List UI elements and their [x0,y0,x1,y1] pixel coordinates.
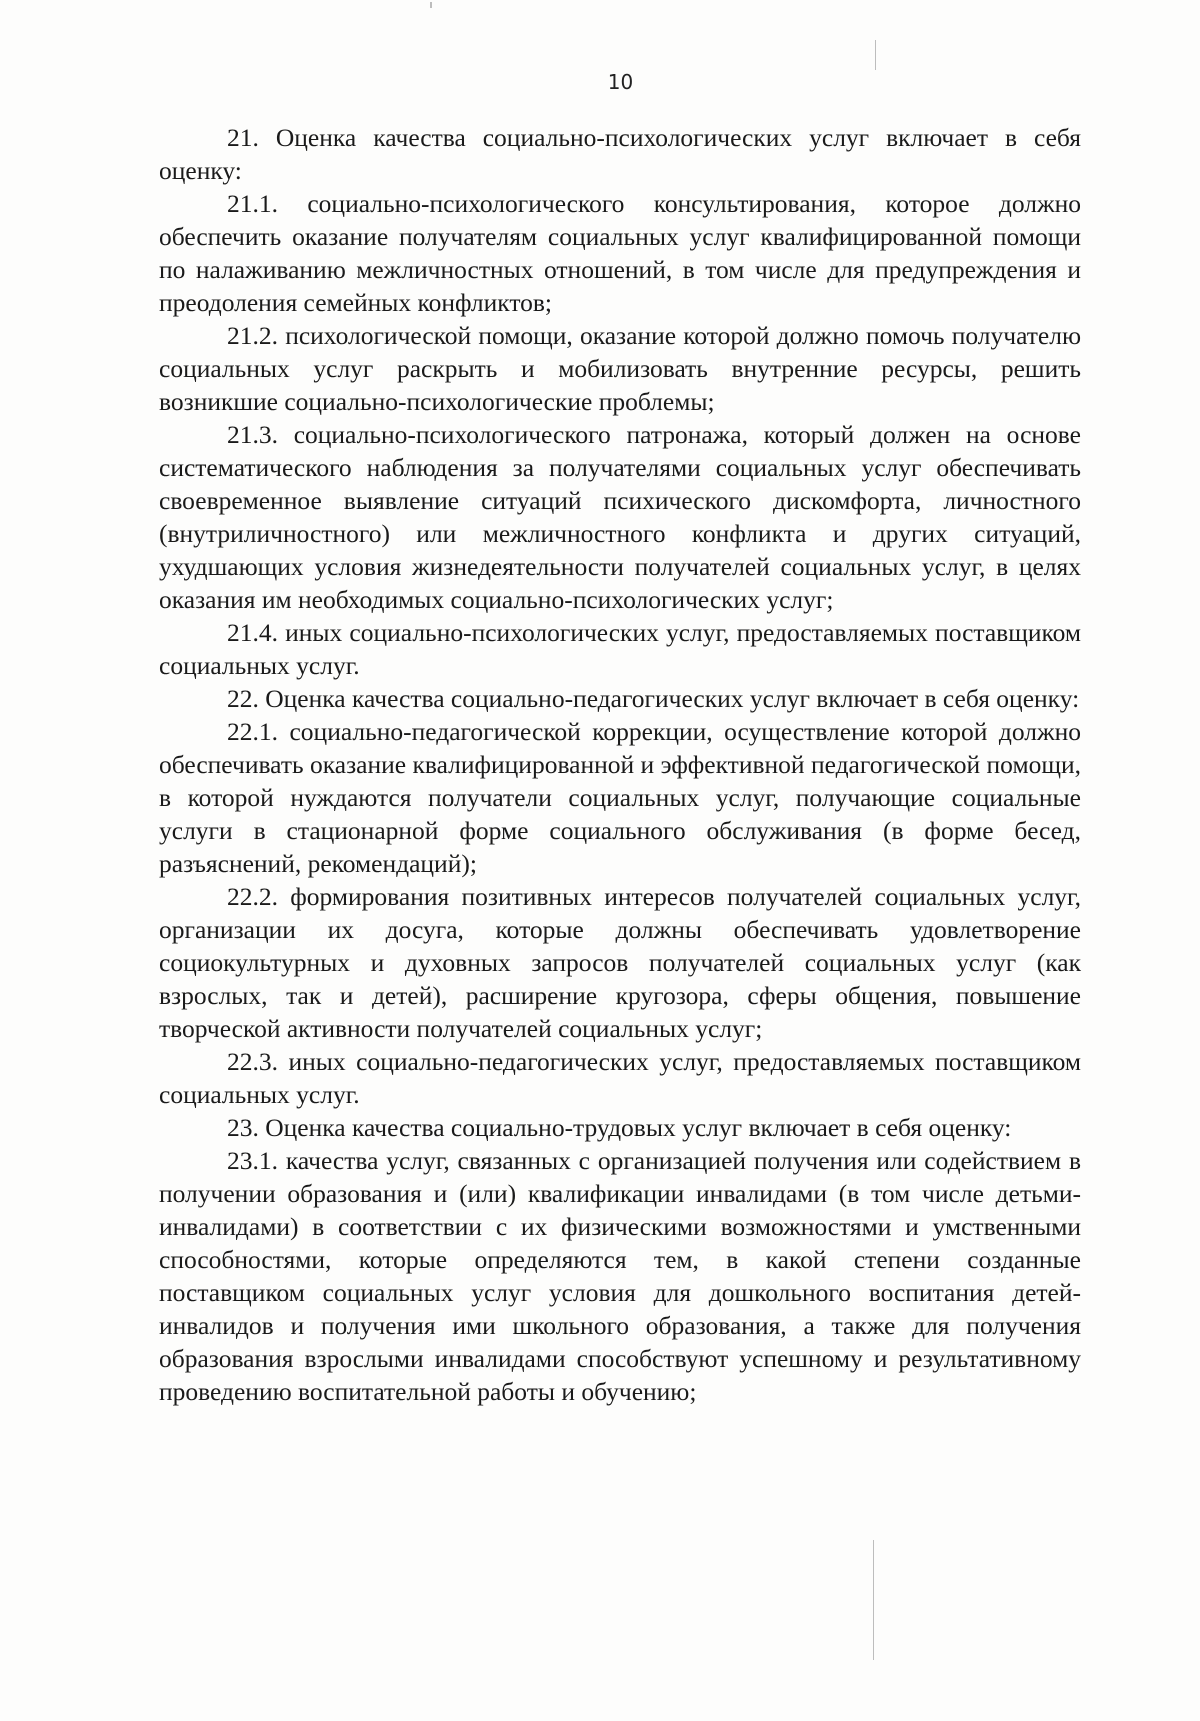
paragraph-22-1: 22.1. социально-педагогической коррекции, осуществление которой должно обеспечивать оказание квалифицированной и эффективной педагогической помощи, в которой нуждаются получатели социальных услуг, получающие социальные услуги в стационарной форме социального обслуживания (в форме бесед, разъяснений, рекомендаций); [159,717,1081,878]
paragraph-21-3: 21.3. социально-психологического патронажа, который должен на основе систематического наблюдения за получателями социальных услуг обеспечивать своевременное выявление ситуаций психического дискомфорта, личностного (внутриличностного) или межличностного конфликта и других ситуаций, ухудшающих условия жизнедеятельности получателей социальных услуг, в целях оказания им необходимых социально-психологических услуг; [159,420,1081,614]
paragraph-23-1: 23.1. качества услуг, связанных с организацией получения или содействием в получении образования и (или) квалификации инвалидами (в том числе детьми-инвалидами) в соответствии с их физическими возможностями и умственными способностями, которые определяются тем, в какой степени созданные поставщиком социальных услуг условия для дошкольного воспитания детей-инвалидов и получения ими школьного образования, а также для получения образования взрослыми инвалидами способствуют успешному и результативному проведению воспитательной работы и обучению; [159,1146,1081,1406]
paragraph-21-2: 21.2. психологической помощи, оказание которой должно помочь получателю социальных услуг раскрыть и мобилизовать внутренние ресурсы, решить возникшие социально-психологические проблемы; [159,321,1081,416]
scan-artifact-dot [430,2,432,8]
paragraph-22: 22. Оценка качества социально-педагогических услуг включает в себя оценку: [227,684,1080,713]
paragraph-22-2: 22.2. формирования позитивных интересов получателей социальных услуг, организации их досуга, которые должны обеспечивать удовлетворение социокультурных и духовных запросов получателей социальных услуг (как взрослых, так и детей), расширение кругозора, сферы общения, повышение творческой активности получателей социальных услуг; [159,882,1081,1043]
scan-artifact-line [873,1540,874,1660]
paragraph-21-1: 21.1. социально-психологического консультирования, которое должно обеспечить оказание получателям социальных услуг квалифицированной помощи по налаживанию межличностных отношений, в том числе для предупреждения и преодоления семейных конфликтов; [159,189,1081,317]
paragraph-22-3: 22.3. иных социально-педагогических услуг, предоставляемых поставщиком социальных услуг. [159,1047,1081,1109]
scan-artifact-line [875,40,876,70]
document-body [159,121,1081,1408]
paragraph-23: 23. Оценка качества социально-трудовых услуг включает в себя оценку: [227,1113,1012,1142]
paragraph-21-4: 21.4. иных социально-психологических услуг, предоставляемых поставщиком социальных услуг. [159,618,1081,680]
page-number: 10 [607,70,634,94]
paragraph-21: 21. Оценка качества социально-психологических услуг включает в себя оценку: [159,123,1081,185]
